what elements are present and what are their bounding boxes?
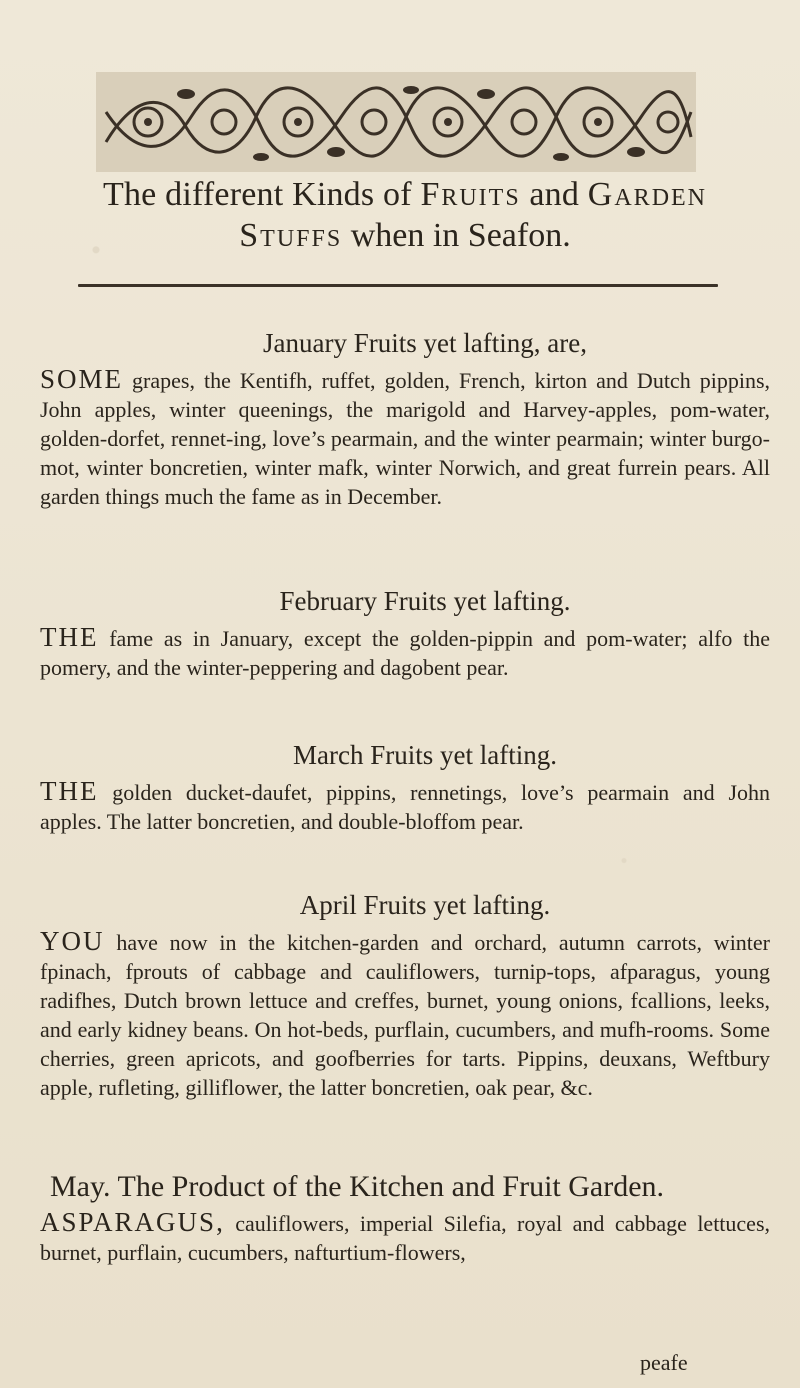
section-text-february bbox=[40, 623, 770, 682]
section-heading-march: March Fruits yet lafting. bbox=[293, 740, 557, 770]
floral-headpiece-ornament bbox=[96, 72, 696, 172]
title-and: and bbox=[529, 176, 580, 213]
title-stuffs: Stuffs bbox=[239, 217, 343, 255]
catchword: peafe bbox=[640, 1350, 688, 1375]
chapter-title bbox=[40, 176, 770, 255]
section-april bbox=[40, 890, 770, 1102]
section-text-march bbox=[40, 777, 770, 836]
section-body-may: cauliflowers, imperial Silefia, royal and cabbage lettuces, burnet, purflain, cucumbers, nafturtium-flowers, bbox=[40, 1211, 771, 1265]
section-cap-april: YOU bbox=[40, 926, 105, 956]
section-body-january: grapes, the Kentifh, ruffet, golden, French, kirton and Dutch pippins, John apples, winter queenings, the marigold and Harvey-apples, pom-water, golden-dorfet, rennet-ing, love’s pearmain, and the winter pearmain; winter burgo-mot, winter boncretien, winter mafk, winter Norwich, and great furrein pears. All garden things much the fame as in December. bbox=[40, 368, 771, 509]
section-text-may bbox=[40, 1208, 770, 1267]
title-rest: when in Seafon. bbox=[350, 217, 571, 255]
section-cap-january: SOME bbox=[40, 364, 124, 394]
section-march bbox=[40, 740, 770, 836]
title-prefix: The different Kinds of bbox=[102, 176, 412, 213]
section-body-february: fame as in January, except the golden-pippin and pom-water; alfo the pomery, and the winter-peppering and dagobent pear. bbox=[40, 626, 771, 680]
title-fruits: Fruits bbox=[420, 176, 521, 213]
section-heading-april: April Fruits yet lafting. bbox=[299, 890, 551, 920]
title-rule-divider bbox=[78, 284, 718, 287]
section-may bbox=[40, 1170, 770, 1267]
section-february bbox=[40, 586, 770, 682]
section-cap-may: ASPARAGUS, bbox=[40, 1207, 225, 1237]
title-garden: Garden bbox=[587, 176, 708, 213]
section-cap-february: THE bbox=[40, 622, 99, 652]
section-text-january bbox=[40, 365, 770, 511]
section-heading-january: January Fruits yet lafting, are, bbox=[263, 328, 587, 358]
section-january bbox=[40, 328, 770, 511]
section-body-march: golden ducket-daufet, pippins, rennetings, love’s pearmain and John apples. The latter boncretien, and double-bloffom pear. bbox=[40, 780, 771, 834]
section-text-april bbox=[40, 927, 770, 1102]
section-cap-march: THE bbox=[40, 776, 99, 806]
section-heading-may: May. The Product of the Kitchen and Fruit Garden. bbox=[50, 1170, 665, 1203]
section-heading-february: February Fruits yet lafting. bbox=[279, 586, 571, 616]
section-body-april: have now in the kitchen-garden and orchard, autumn carrots, winter fpinach, fprouts of cabbage and cauliflowers, turnip-tops, afparagus, young radifhes, Dutch brown lettuce and creffes, burnet, young onions, fcallions, leeks, and early kidney beans. On hot-beds, purflain, cucumbers, and mufh-rooms. Some cherries, green apricots, and goofberries for tarts. Pippins, deuxans, Weftbury apple, rufleting, gilliflower, the latter boncretien, oak pear, &c. bbox=[40, 930, 771, 1100]
